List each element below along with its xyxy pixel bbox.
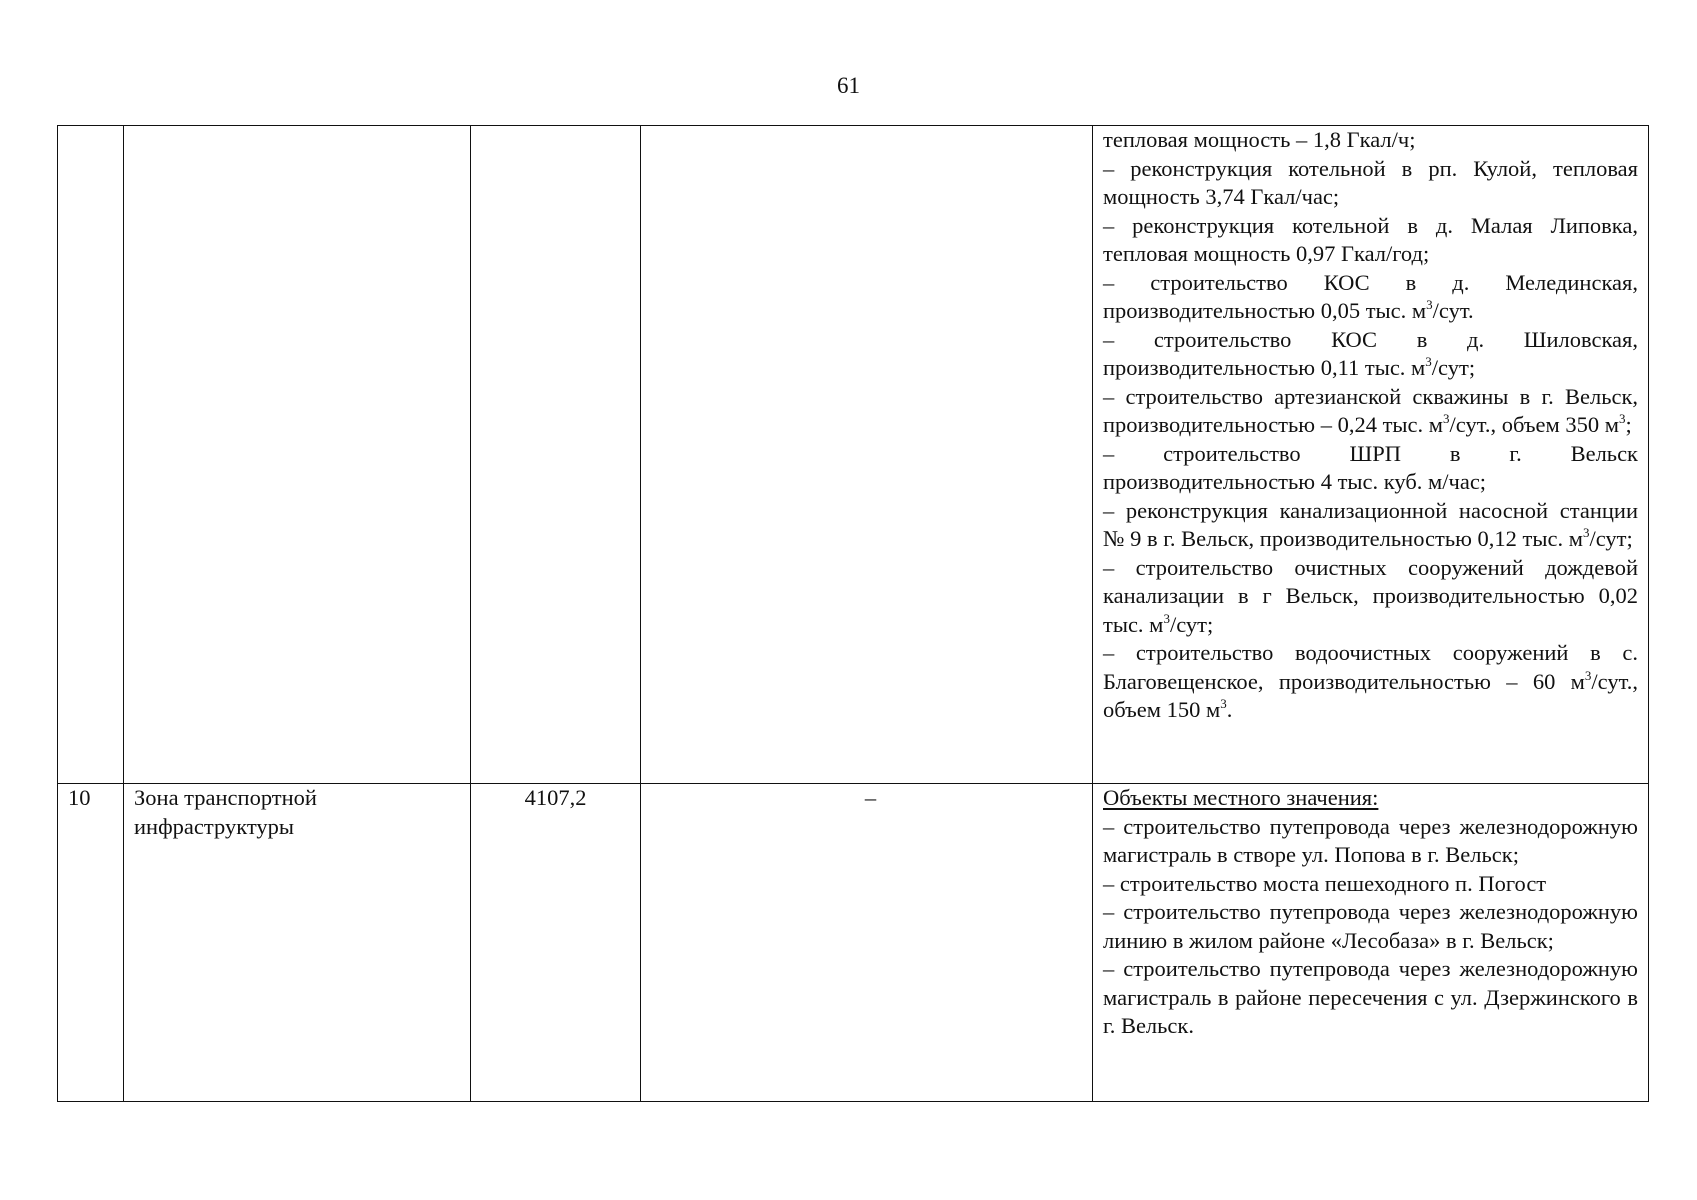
objects-list xyxy=(1103,126,1638,725)
superscript-exponent: 3 xyxy=(1163,610,1170,626)
superscript-exponent: 3 xyxy=(1582,525,1590,540)
object-item xyxy=(1103,383,1638,440)
objects-list xyxy=(1103,813,1638,1041)
object-item xyxy=(1103,269,1638,326)
objects-heading: Объекты местного значения: xyxy=(1103,785,1379,810)
object-text: – строительство КОС в д. Шиловская, производительностью 0,11 тыс. м xyxy=(1103,326,1638,380)
local-objects-cell xyxy=(1093,784,1649,1102)
object-item xyxy=(1103,554,1638,640)
object-item xyxy=(1103,813,1638,870)
object-text: тепловая мощность – 1,8 Гкал/ч; xyxy=(1103,127,1416,152)
row-number-cell xyxy=(58,126,124,784)
local-objects-cell xyxy=(1093,126,1649,784)
object-text: – строительство моста пешеходного п. Погост xyxy=(1103,870,1547,896)
row-number-cell: 10 xyxy=(58,784,124,1102)
area-cell xyxy=(471,126,641,784)
object-text: /сут., объем 150 м xyxy=(1103,668,1638,722)
object-text: – строительство путепровода через железнодорожную линию в жилом районе «Лесобаза» в г. Вельск; xyxy=(1103,899,1638,953)
superscript-exponent: 3 xyxy=(1220,696,1227,711)
object-item xyxy=(1103,955,1638,1041)
area-cell: 4107,2 xyxy=(471,784,641,1102)
object-item xyxy=(1103,870,1638,899)
object-text: – строительство КОС в д. Мелединская, производительностью 0,05 тыс. м xyxy=(1103,269,1638,323)
zone-name-cell xyxy=(124,126,471,784)
object-text: – реконструкция канализационной насосной станции № 9 в г. Вельск, производительностью 0,12 тыс. м xyxy=(1103,497,1638,551)
object-text: . xyxy=(1226,697,1233,722)
superscript-exponent: 3 xyxy=(1618,411,1626,426)
superscript-exponent: 3 xyxy=(1584,667,1592,683)
object-text: ; xyxy=(1625,412,1632,437)
object-text: – реконструкция котельной в д. Малая Липовка, тепловая мощность 0,97 Гкал/год; xyxy=(1103,212,1638,266)
superscript-exponent: 3 xyxy=(1443,411,1450,426)
object-text: /сут; xyxy=(1589,526,1633,551)
object-item xyxy=(1103,212,1638,269)
object-text: – строительство ШРП в г. Вельск производительностью 4 тыс. куб. м/час; xyxy=(1103,440,1638,494)
planning-table xyxy=(57,125,1649,1102)
superscript-exponent: 3 xyxy=(1426,297,1433,312)
table-row xyxy=(58,784,1649,1102)
object-item xyxy=(1103,326,1638,383)
object-item xyxy=(1103,126,1638,155)
object-text: /сут; xyxy=(1169,611,1214,637)
table-row xyxy=(58,126,1649,784)
object-item xyxy=(1103,155,1638,212)
superscript-exponent: 3 xyxy=(1425,354,1432,369)
object-text: – строительство путепровода через железнодорожную магистраль в районе пересечения с ул. Дзержинского в г. Вельск. xyxy=(1103,956,1638,1038)
object-text: – строительство очистных сооружений дождевой канализации в г Вельск, производительностью 0,02 тыс. м xyxy=(1103,554,1638,637)
object-item xyxy=(1103,898,1638,955)
empty-dash: – xyxy=(864,785,877,810)
object-item xyxy=(1103,440,1638,497)
object-text: – строительство артезианской скважины в г. Вельск, производительностью – 0,24 тыс. м xyxy=(1103,383,1638,437)
regional-objects-cell xyxy=(641,126,1093,784)
object-text: – реконструкция котельной в рп. Кулой, тепловая мощность 3,74 Гкал/час; xyxy=(1103,155,1638,209)
object-text: – строительство путепровода через железнодорожную магистраль в створе ул. Попова в г. Вельск; xyxy=(1103,813,1638,867)
object-item xyxy=(1103,497,1638,554)
object-text: – строительство водоочистных сооружений в с. Благовещенское, производительностью – 60 м xyxy=(1103,640,1638,694)
object-text: /сут. xyxy=(1432,298,1474,323)
object-text: /сут; xyxy=(1431,355,1476,380)
page-number: 61 xyxy=(837,73,860,98)
object-item xyxy=(1103,639,1638,725)
zone-name-cell: Зона транспортной инфраструктуры xyxy=(124,784,471,1102)
regional-objects-cell xyxy=(641,784,1093,1102)
object-text: /сут., объем 350 м xyxy=(1449,412,1619,437)
